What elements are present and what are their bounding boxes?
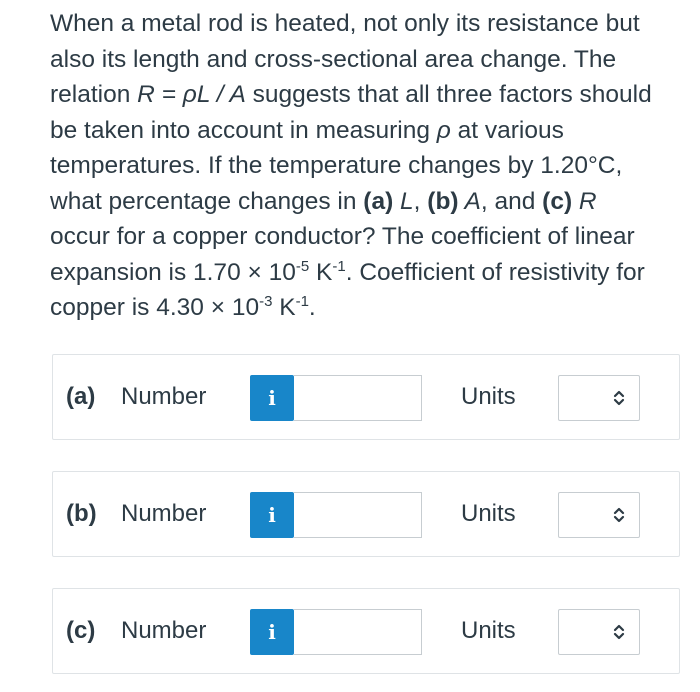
question-sentence: occur for a copper conductor? The coefficient of linear expansion is 1.70 × 10 [50,223,635,286]
question-sentence: at various temperatures. If the temperature changes by 1.20°C, what percentage changes in [50,116,623,215]
number-input[interactable] [294,492,422,538]
units-select[interactable] [558,609,640,655]
number-input[interactable] [294,375,422,421]
chevron-up-down-icon [613,622,625,642]
part-b-tag: (b) [427,187,459,215]
exponent: -5 [295,257,310,275]
part-a-tag: (a) [363,187,394,215]
info-icon[interactable]: i [250,492,294,538]
part-c-tag: (c) [542,187,573,215]
info-icon[interactable]: i [250,375,294,421]
answer-row-b [52,471,680,557]
variable-r: R [572,187,597,215]
rho-symbol: ρ [436,116,451,144]
units-label: Units [461,383,516,410]
number-label: Number [121,383,207,410]
exponent: -3 [259,293,273,310]
question-sentence: . Coefficient of resistivity for copper is 4.30 × 10 [50,258,645,321]
part-label: (b) [66,500,97,527]
number-input[interactable] [294,609,422,655]
number-label: Number [121,617,207,644]
unit-text: K [272,294,296,321]
question-text [50,6,660,326]
chevron-up-down-icon [613,505,625,525]
units-select[interactable] [558,375,640,421]
variable-a: A [458,187,481,215]
question-sentence: When a metal rod is heated, not only its resistance but also its length and cross-sectional area change. The relation [50,10,640,108]
separator: , and [480,187,543,215]
variable-l: L [393,187,414,215]
question-sentence: suggests that all three factors should be taken into account in measuring [50,81,652,144]
part-label: (c) [66,617,96,644]
separator: , [413,187,428,215]
formula: R = ρL / A [137,81,246,108]
exponent: -1 [295,293,309,310]
number-label: Number [121,500,207,527]
part-label: (a) [66,383,96,410]
chevron-up-down-icon [613,388,625,408]
units-select[interactable] [558,492,640,538]
info-icon[interactable]: i [250,609,294,655]
unit-text: K [309,258,333,286]
answer-row-a [52,354,680,440]
exponent: -1 [332,257,346,275]
answer-row-c [52,588,680,674]
question-sentence: . [308,294,316,321]
units-label: Units [461,500,516,527]
units-label: Units [461,617,516,644]
